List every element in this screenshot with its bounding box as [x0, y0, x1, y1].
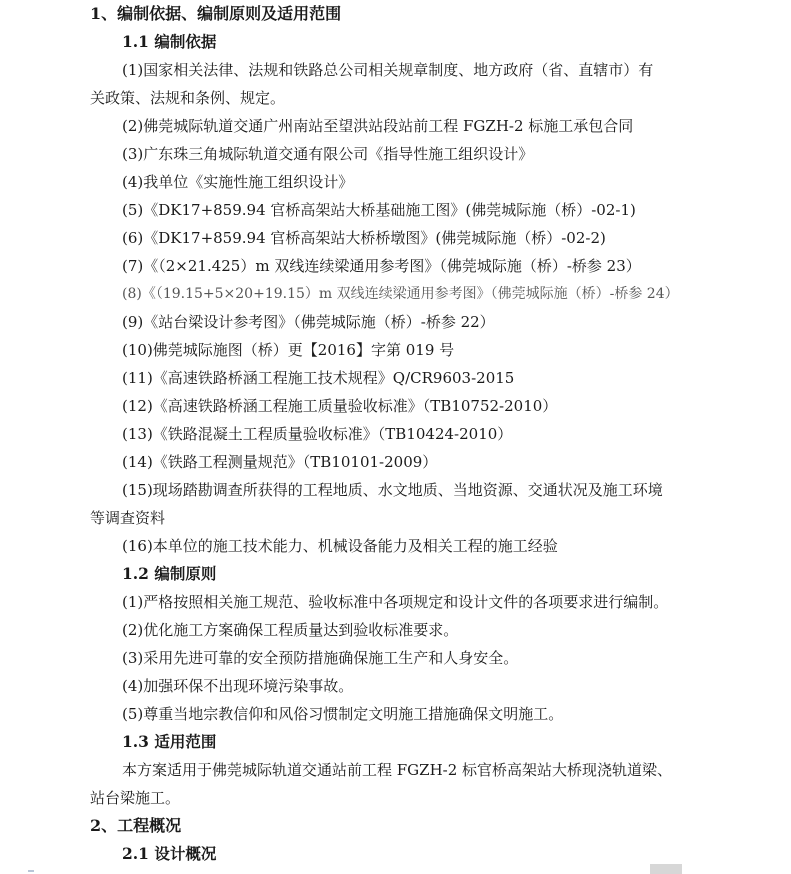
section-1-2-heading: 1.2 编制原则 — [122, 564, 217, 583]
basis-item-15: (15)现场踏勘调查所获得的工程地质、水文地质、当地资源、交通状况及施工环境 — [122, 481, 663, 499]
principle-item-4: (4)加强环保不出现环境污染事故。 — [122, 677, 354, 695]
scope-text: 本方案适用于佛莞城际轨道交通站前工程 FGZH-2 标官桥高架站大桥现浇轨道梁、 — [122, 761, 673, 779]
basis-item-7: (7)《（2×21.425）m 双线连续梁通用参考图》（佛莞城际施（桥）-桥参 23） — [122, 257, 641, 275]
principle-item-5: (5)尊重当地宗教信仰和风俗习惯制定文明施工措施确保文明施工。 — [122, 705, 564, 723]
basis-item-9: (9)《站台梁设计参考图》（佛莞城际施（桥）-桥参 22） — [122, 313, 495, 331]
basis-item-5: (5)《DK17+859.94 官桥高架站大桥基础施工图》(佛莞城际施（桥）-02-1) — [122, 201, 636, 219]
scope-text-cont: 站台梁施工。 — [90, 789, 181, 807]
section-1-1-heading: 1.1 编制依据 — [122, 32, 217, 51]
basis-item-10: (10)佛莞城际施图（桥）更【2016】字第 019 号 — [122, 341, 455, 359]
principle-item-3: (3)采用先进可靠的安全预防措施确保施工生产和人身安全。 — [122, 649, 519, 667]
basis-item-1-cont: 关政策、法规和条例、规定。 — [90, 89, 286, 107]
basis-item-12: (12)《高速铁路桥涵工程施工质量验收标准》（TB10752-2010） — [122, 397, 558, 415]
basis-item-6: (6)《DK17+859.94 官桥高架站大桥桥墩图》(佛莞城际施（桥）-02-2) — [122, 229, 606, 247]
basis-item-14: (14)《铁路工程测量规范》（TB10101-2009） — [122, 453, 438, 471]
basis-item-11: (11)《高速铁路桥涵工程施工技术规程》Q/CR9603-2015 — [122, 369, 515, 387]
section-2-1-heading: 2.1 设计概况 — [122, 844, 217, 863]
principle-item-1: (1)严格按照相关施工规范、验收标准中各项规定和设计文件的各项要求进行编制。 — [122, 593, 669, 611]
section-1-heading: 1、编制依据、编制原则及适用范围 — [90, 4, 342, 23]
basis-item-8: (8)《（19.15+5×20+19.15）m 双线连续梁通用参考图》（佛莞城际施（桥）-桥参 24） — [122, 286, 679, 302]
scroll-thumb[interactable] — [650, 864, 682, 874]
basis-item-2: (2)佛莞城际轨道交通广州南站至望洪站段站前工程 FGZH-2 标施工承包合同 — [122, 117, 634, 135]
basis-item-15-cont: 等调查资料 — [90, 509, 166, 527]
corner-mark — [28, 870, 34, 872]
basis-item-4: (4)我单位《实施性施工组织设计》 — [122, 173, 354, 191]
section-2-heading: 2、工程概况 — [90, 816, 182, 835]
basis-item-1: (1)国家相关法律、法规和铁路总公司相关规章制度、地方政府（省、直辖市）有 — [122, 61, 654, 79]
section-1-3-heading: 1.3 适用范围 — [122, 732, 217, 751]
basis-item-13: (13)《铁路混凝土工程质量验收标准》（TB10424-2010） — [122, 425, 513, 443]
basis-item-3: (3)广东珠三角城际轨道交通有限公司《指导性施工组织设计》 — [122, 145, 534, 163]
principle-item-2: (2)优化施工方案确保工程质量达到验收标准要求。 — [122, 621, 459, 639]
basis-item-16: (16)本单位的施工技术能力、机械设备能力及相关工程的施工经验 — [122, 537, 558, 555]
